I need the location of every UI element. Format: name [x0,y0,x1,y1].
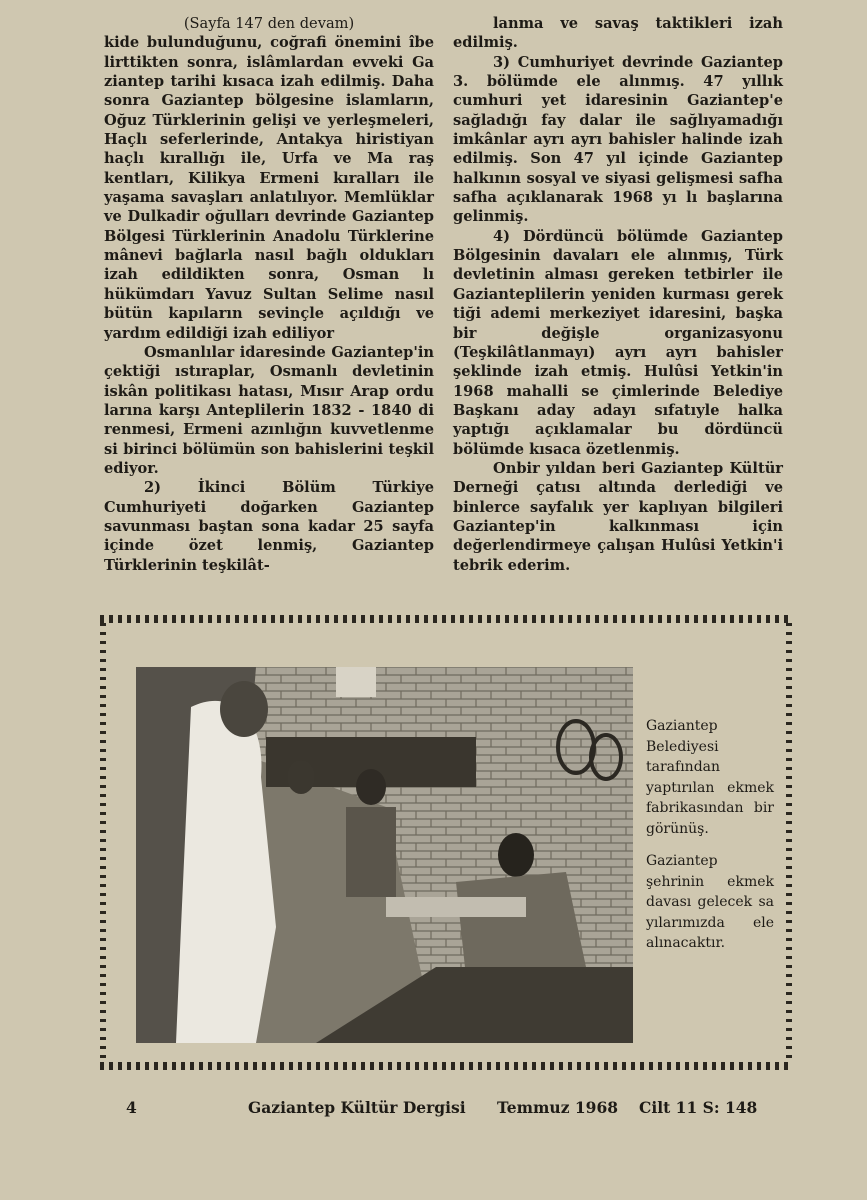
left-column [104,14,434,575]
issue-date: Temmuz 1968 [497,1098,619,1117]
paragraph: 2) İkinci Bölüm Türkiye Cumhuriyeti doğarken Gaziantep savunması baştan sona kadar 25 sayfa içinde özet lenmiş, Gaziantep Türklerinin teşkilât- [104,479,434,574]
issue-volume: Cilt 11 S: 148 [639,1098,758,1117]
page-number: 4 [126,1098,137,1117]
paragraph: Osmanlılar idaresinde Gaziantep'in çektiği ıstıraplar, Osmanlı devletinin iskân politikası hatası, Mısır Arap ordu larına karşı Anteplilerin 1832 - 1840 di renmesi, Ermeni azınlığın kuvvetlenme si birinci bölümün son bahislerini teşkil ediyor. [104,343,434,477]
decorative-border-top [100,615,792,623]
paragraph: Onbir yıldan beri Gaziantep Kültür Derneği çatısı altında derlediği ve binlerce sayfalık yer kaplıyan bilgileri Gaziantep'in kalkınması için değerlendirmeye çalışan Hulûsi Yetkin'i tebrik ederim. [453,459,783,574]
bakery-photo-illustration [136,667,633,1043]
paragraph: 3) Cumhuriyet devrinde Gaziantep 3. bölümde ele alınmış. 47 yıllık cumhuri yet idaresinin Gaziantep'e sağladığı fay dalar ile sağlıyamadığı imkânlar ayrı ayrı bahisler halinde izah edilmiş. Son 47 yıl içinde Gaziantep halkının sosyal ve siyasi gelişmesi safha safha açıklanarak 1968 yı lı başlarına gelinmiş. [453,53,783,226]
decorative-border-bottom [100,1062,792,1070]
caption-text: Gaziantep şehrinin ekmek davası gelecek sa yılarımızda ele alınacaktır. [646,853,774,951]
decorative-border-left [100,623,106,1062]
right-column [453,14,783,575]
caption-text: Gaziantep Belediyesi tarafından yaptırılan ekmek fabrikasından bir görünüş. [646,718,774,837]
journal-title: Gaziantep Kültür Dergisi [248,1098,466,1117]
paragraph: lanma ve savaş taktikleri izah edilmiş. [453,15,783,52]
decorative-border-right [786,623,792,1062]
paragraph: kide bulunduğunu, coğrafi önemini îbe lirttikten sonra, islâmlardan evveki Ga ziantep tarihi kısaca izah edilmiş. Daha sonra Gaziantep bölgesine islamların, Oğuz Türklerinin gelişi ve yerleşmeleri, Haçlı seferlerinde, Antakya hiristiyan haçlı kırallığı ile, Urfa ve Ma raş kentları, Kilikya Ermeni kıralları ile yaşama savaşları anlatılıyor. Memlüklar ve Dulkadir oğulları devrinde Gaziantep Bölgesi Türklerinin Anadolu Türklerine mânevi bağlarla nasıl bağlı oldukları izah edildikten sonra, Osman lı hükümdarı Yavuz Sultan Selime nasıl bütün kapıların sevinçle açıldığı ve yardım edildiği izah ediliyor [104,34,434,342]
photo-frame [100,615,792,1070]
photo-caption [646,716,774,966]
paragraph: 4) Dördüncü bölümde Gaziantep Bölgesinin davaları ele alınmış, Türk devletinin alması gereken tetbirler ile Gazianteplilerin yeniden kurması gerek tiği ademi merkeziyet idaresini, başka bir değişle organizasyonu (Teşkilâtlanmayı) ayrı ayrı bahisler şeklinde izah etmiş. Hulûsi Yetkin'in 1968 mahalli se çimlerinde Belediye Başkanı aday adayı sıfatıyle halka yaptığı açıklamalar bu dördüncü bölümde kısaca özetlenmiş. [453,227,783,458]
continued-note: (Sayfa 147 den devam) [183,15,355,32]
bakery-photo [136,667,633,1043]
